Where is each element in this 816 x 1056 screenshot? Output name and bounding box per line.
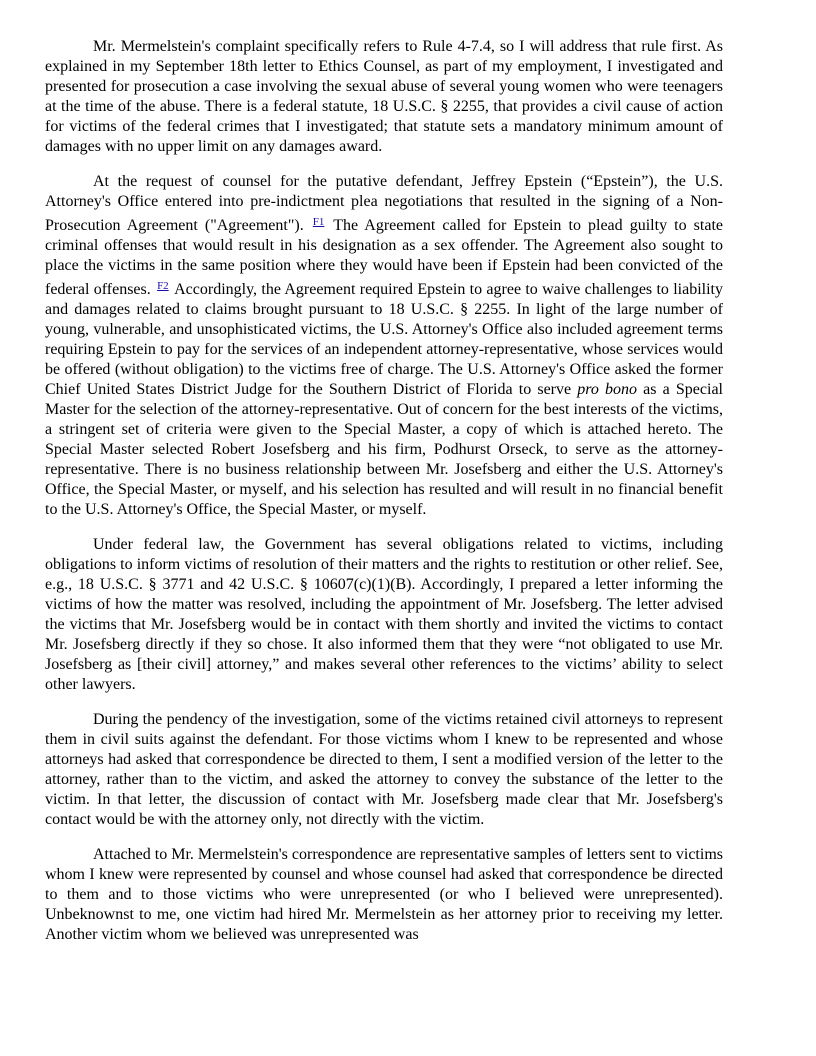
paragraph-rule-4-7-4: Mr. Mermelstein's complaint specifically refers to Rule 4-7.4, so I will address that rule first. As explained in my September 18th letter to Ethics Counsel, as part of my employment, I investigated and presented for prosecution a case involving the sexual abuse of several young women who were teenagers at the time of the abuse. There is a federal statute, 18 U.S.C. § 2255, that provides a civil cause of action for victims of the federal crimes that I investigated; that statute sets a mandatory minimum amount of damages with no upper limit on any damages award. — [45, 38, 723, 155]
paragraph-non-prosecution-agreement — [45, 172, 723, 520]
paragraph-text: as a Special Master for the selection of the attorney-representative. Out of concern for the best interests of the victims, a stringent set of criteria were given to the Special Master, a copy of which is attached hereto. The Special Master selected Robert Josefsberg and his firm, Podhurst Orseck, to serve as the attorney-representative. There is no business relationship between Mr. Josefsberg and either the U.S. Attorney's Office, the Special Master, or myself, and his selection has resulted and will result in no financial benefit to the U.S. Attorney's Office, the Special Master, or myself. — [45, 381, 723, 518]
paragraph-federal-obligations: Under federal law, the Government has several obligations related to victims, including obligations to inform victims of resolution of their matters and the rights to restitution or other relief. See, e.g., 18 U.S.C. § 3771 and 42 U.S.C. § 10607(c)(1)(B). Accordingly, I prepared a letter informing the victims of how the matter was resolved, including the appointment of Mr. Josefsberg. The letter advised the victims that Mr. Josefsberg would be in contact with them shortly and invited the victims to contact Mr. Josefsberg directly if they so chose. It also informed them that they were “not obligated to use Mr. Josefsberg as [their civil] attorney,” and makes several other references to the victims’ ability to select other lawyers. — [45, 536, 723, 693]
paragraph-attached-letters: Attached to Mr. Mermelstein's correspondence are representative samples of letters sent to victims whom I knew were represented by counsel and whose counsel had asked that correspondence be directed to them and to those victims who were unrepresented (or who I believed were unrepresented). Unbeknownst to me, one victim had hired Mr. Mermelstein as her attorney prior to receiving my letter. Another victim whom we believed was unrepresented was — [45, 846, 723, 943]
footnote-link-f1[interactable]: F1 — [312, 216, 325, 228]
italic-term: pro bono — [577, 381, 638, 398]
paragraph-text: The Agreement called for Epstein to plead guilty to state criminal offenses that would result in his designation as a sex offender. The Agreement also sought to place the victims in the same position where they would have been if Epstein had been convicted of the federal offenses. — [45, 217, 723, 298]
paragraph-civil-attorneys: During the pendency of the investigation, some of the victims retained civil attorneys to represent them in civil suits against the defendant. For those victims whom I knew to be represented and whose attorneys had asked that correspondence be directed to them, I sent a modified version of the letter to the attorney, rather than to the victim, and asked the attorney to convey the substance of the letter to the victim. In that letter, the discussion of contact with Mr. Josefsberg made clear that Mr. Josefsberg's contact would be with the attorney only, not directly with the victim. — [45, 711, 723, 828]
footnote-link-f2[interactable]: F2 — [157, 280, 169, 292]
paragraph-text: At the request of counsel for the putative defendant, Jeffrey Epstein (“Epstein”), the U.S. Attorney's Office entered into pre-indictment plea negotiations that resulted in the signing of a Non-Prosecution Agreement ("Agreement"). — [45, 173, 723, 234]
paragraph-text: Accordingly, the Agreement required Epstein to agree to waive challenges to liability and damages related to claims brought pursuant to 18 U.S.C. § 2255. In light of the large number of young, vulnerable, and unsophisticated victims, the U.S. Attorney's Office also included agreement terms requiring Epstein to pay for the services of an independent attorney-representative, whose services would be offered (without obligation) to the victims free of charge. The U.S. Attorney's Office asked the former Chief United States District Judge for the Southern District of Florida to serve — [45, 281, 723, 398]
document-page — [45, 37, 723, 960]
